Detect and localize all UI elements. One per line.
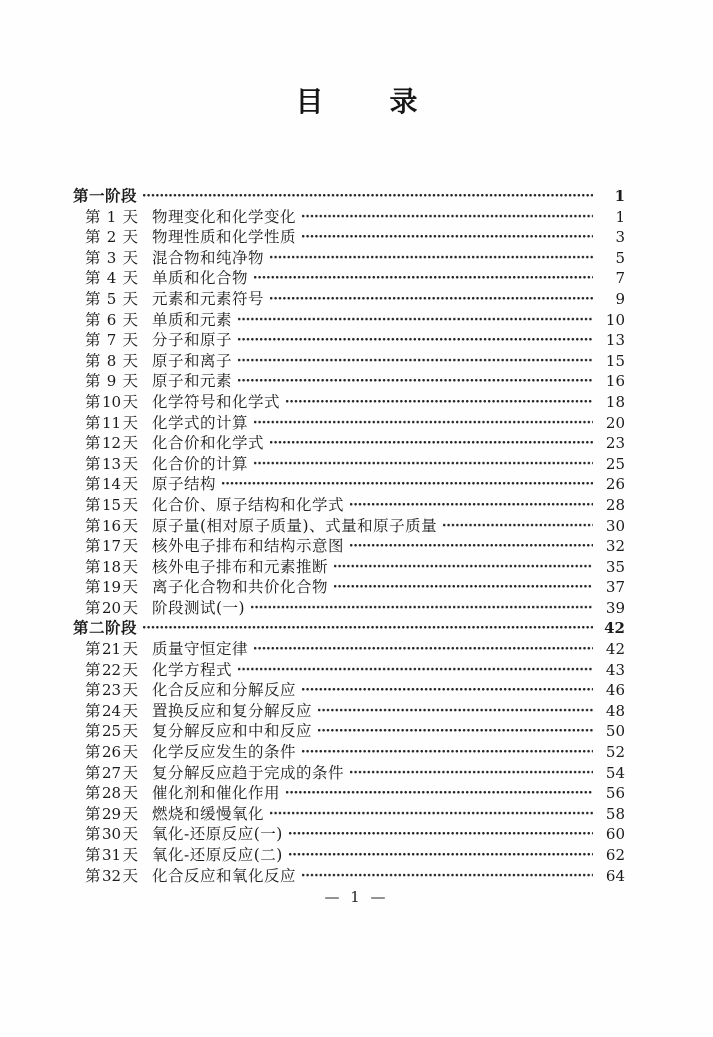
day-suffix: 天	[122, 413, 138, 432]
toc-day-row	[73, 721, 625, 742]
toc-item-title: 氧化-还原反应(二)	[152, 846, 283, 864]
day-prefix: 第	[85, 248, 101, 267]
dot-leader	[349, 536, 593, 557]
toc-item-title: 化学方程式	[152, 660, 233, 679]
toc-day-row	[73, 701, 625, 722]
toc-item-title: 燃烧和缓慢氧化	[152, 804, 265, 823]
day-prefix: 第	[85, 640, 101, 659]
toc-day-row	[73, 845, 625, 866]
day-suffix: 天	[122, 207, 138, 226]
toc-page-number: 16	[605, 372, 625, 391]
day-suffix: 天	[122, 516, 138, 535]
toc-page-number: 18	[605, 392, 625, 411]
toc-item-title: 离子化合物和共价化合物	[152, 578, 329, 597]
toc-page-number: 26	[605, 475, 625, 494]
toc-day-label	[85, 845, 138, 866]
dot-leader	[349, 763, 593, 784]
toc-page-number: 37	[605, 578, 625, 597]
toc-item-title: 质量守恒定律	[152, 640, 249, 659]
day-prefix: 第	[85, 701, 101, 720]
day-number: 16	[101, 516, 122, 535]
toc-page-number: 3	[615, 228, 625, 247]
toc-page-number: 42	[605, 640, 625, 659]
toc-list	[73, 186, 625, 886]
toc-section-title: 第一阶段	[73, 186, 138, 205]
toc-page-number: 60	[605, 825, 625, 844]
day-number: 24	[101, 701, 122, 720]
toc-day-row	[73, 392, 625, 413]
toc-day-row	[73, 660, 625, 681]
day-number: 23	[101, 681, 122, 700]
dot-leader	[237, 330, 593, 351]
toc-page-number: 62	[605, 846, 625, 864]
page-title	[0, 80, 713, 120]
dot-leader	[301, 742, 593, 763]
toc-page-number: 25	[605, 454, 625, 473]
dot-leader	[269, 804, 593, 825]
dot-leader	[301, 207, 593, 228]
toc-item-title: 化合反应和分解反应	[152, 681, 297, 700]
toc-day-label	[85, 268, 138, 289]
toc-item-title: 物理变化和化学变化	[152, 207, 297, 226]
toc-page-number: 30	[605, 516, 625, 535]
toc-day-row	[73, 227, 625, 248]
day-suffix: 天	[122, 310, 138, 329]
dot-leader	[250, 598, 593, 619]
toc-day-row	[73, 248, 625, 269]
day-suffix: 天	[122, 454, 138, 473]
day-suffix: 天	[122, 804, 138, 823]
day-number: 8	[106, 351, 117, 370]
day-suffix: 天	[122, 372, 138, 391]
toc-day-row	[73, 783, 625, 804]
day-prefix: 第	[85, 516, 101, 535]
dot-leader	[253, 413, 593, 434]
toc-section-row	[73, 618, 625, 639]
day-number: 2	[106, 228, 117, 247]
day-suffix: 天	[122, 289, 138, 308]
toc-day-label	[85, 577, 138, 598]
toc-day-row	[73, 289, 625, 310]
toc-day-label	[85, 474, 138, 495]
page-title-char-left: 目	[295, 85, 324, 118]
day-suffix: 天	[122, 743, 138, 762]
day-number: 6	[106, 310, 117, 329]
page-number-footer	[0, 888, 713, 906]
day-number: 28	[101, 784, 122, 803]
toc-day-label	[85, 721, 138, 742]
day-number: 18	[101, 557, 122, 576]
dot-leader	[237, 371, 593, 392]
page-title-char-right: 录	[389, 85, 418, 118]
toc-item-title: 原子结构	[152, 475, 217, 494]
day-prefix: 第	[85, 269, 101, 288]
day-suffix: 天	[122, 578, 138, 597]
toc-day-label	[85, 495, 138, 516]
toc-day-row	[73, 824, 625, 845]
day-suffix: 天	[122, 640, 138, 659]
toc-day-label	[85, 330, 138, 351]
toc-page-number: 35	[605, 557, 625, 576]
toc-item-title: 元素和元素符号	[152, 289, 265, 308]
toc-item-title: 原子和元素	[152, 372, 233, 391]
toc-day-row	[73, 536, 625, 557]
dot-leader	[301, 866, 593, 887]
toc-day-label	[85, 227, 138, 248]
dot-leader	[237, 351, 593, 372]
day-suffix: 天	[122, 784, 138, 803]
toc-day-label	[85, 680, 138, 701]
day-number: 4	[106, 269, 117, 288]
dot-leader	[285, 783, 593, 804]
day-prefix: 第	[85, 743, 101, 762]
day-number: 11	[101, 413, 122, 432]
toc-item-title: 化合价和化学式	[152, 434, 265, 453]
toc-day-row	[73, 351, 625, 372]
day-number: 13	[101, 454, 122, 473]
day-number: 31	[101, 846, 122, 864]
day-number: 22	[101, 660, 122, 679]
dot-leader	[301, 227, 593, 248]
toc-day-label	[85, 763, 138, 784]
day-number: 30	[101, 825, 122, 844]
toc-item-title: 混合物和纯净物	[152, 248, 265, 267]
day-suffix: 天	[122, 722, 138, 741]
toc-day-label	[85, 289, 138, 310]
day-prefix: 第	[85, 660, 101, 679]
dot-leader	[253, 639, 593, 660]
day-number: 29	[101, 804, 122, 823]
toc-item-title: 核外电子排布和元素推断	[152, 557, 329, 576]
day-number: 1	[106, 207, 117, 226]
toc-item-title: 化合价的计算	[152, 454, 249, 473]
toc-day-row	[73, 310, 625, 331]
day-prefix: 第	[85, 392, 101, 411]
day-number: 17	[101, 537, 122, 556]
toc-page-number: 28	[605, 495, 625, 514]
toc-day-label	[85, 433, 138, 454]
toc-item-title: 催化剂和催化作用	[152, 784, 281, 803]
day-suffix: 天	[122, 866, 138, 885]
day-suffix: 天	[122, 537, 138, 556]
toc-page-number: 46	[605, 681, 625, 700]
dot-leader	[142, 618, 593, 639]
day-suffix: 天	[122, 248, 138, 267]
day-number: 5	[106, 289, 117, 308]
day-number: 19	[101, 578, 122, 597]
dot-leader	[269, 433, 593, 454]
day-number: 27	[101, 763, 122, 782]
day-prefix: 第	[85, 598, 101, 617]
toc-item-title: 复分解反应趋于完成的条件	[152, 763, 345, 782]
dot-leader	[237, 660, 593, 681]
toc-day-label	[85, 783, 138, 804]
toc-day-label	[85, 310, 138, 331]
dot-leader	[333, 577, 593, 598]
toc-day-label	[85, 824, 138, 845]
day-number: 7	[106, 331, 117, 350]
day-suffix: 天	[122, 351, 138, 370]
toc-day-label	[85, 557, 138, 578]
day-suffix: 天	[122, 434, 138, 453]
day-prefix: 第	[85, 495, 101, 514]
toc-item-title: 分子和原子	[152, 331, 233, 350]
dot-leader	[269, 289, 593, 310]
toc-page-number: 50	[605, 722, 625, 741]
toc-day-label	[85, 454, 138, 475]
toc-page-number: 32	[605, 537, 625, 556]
toc-day-label	[85, 516, 138, 537]
toc-day-label	[85, 660, 138, 681]
day-prefix: 第	[85, 372, 101, 391]
day-prefix: 第	[85, 475, 101, 494]
toc-day-row	[73, 680, 625, 701]
toc-item-title: 化学式的计算	[152, 413, 249, 432]
toc-day-row	[73, 433, 625, 454]
day-prefix: 第	[85, 722, 101, 741]
toc-day-row	[73, 577, 625, 598]
day-prefix: 第	[85, 763, 101, 782]
day-suffix: 天	[122, 598, 138, 617]
day-number: 14	[101, 475, 122, 494]
day-prefix: 第	[85, 434, 101, 453]
dot-leader	[288, 845, 593, 866]
toc-day-row	[73, 371, 625, 392]
day-prefix: 第	[85, 413, 101, 432]
day-number: 3	[106, 248, 117, 267]
toc-section-row	[73, 186, 625, 207]
day-prefix: 第	[85, 454, 101, 473]
toc-day-row	[73, 763, 625, 784]
day-number: 26	[101, 743, 122, 762]
day-suffix: 天	[122, 269, 138, 288]
toc-day-label	[85, 701, 138, 722]
toc-day-label	[85, 866, 138, 887]
day-suffix: 天	[122, 228, 138, 247]
day-prefix: 第	[85, 289, 101, 308]
toc-day-row	[73, 742, 625, 763]
day-suffix: 天	[122, 660, 138, 679]
toc-section-title: 第二阶段	[73, 618, 138, 638]
toc-day-row	[73, 804, 625, 825]
dot-leader	[333, 557, 593, 578]
day-suffix: 天	[122, 825, 138, 844]
toc-item-title: 复分解反应和中和反应	[152, 722, 313, 741]
dot-leader	[288, 824, 593, 845]
toc-page-number: 13	[605, 331, 625, 350]
toc-page-number: 54	[605, 763, 625, 782]
toc-page-number: 39	[605, 598, 625, 617]
toc-page-number: 1	[615, 207, 625, 226]
day-prefix: 第	[85, 784, 101, 803]
toc-day-row	[73, 516, 625, 537]
toc-day-row	[73, 207, 625, 228]
toc-day-label	[85, 413, 138, 434]
dot-leader	[442, 516, 593, 537]
toc-item-title: 核外电子排布和结构示意图	[152, 537, 345, 556]
toc-day-row	[73, 454, 625, 475]
toc-page-number: 42	[604, 619, 625, 638]
toc-item-title: 单质和元素	[152, 310, 233, 329]
day-suffix: 天	[122, 763, 138, 782]
toc-page-number: 64	[605, 866, 625, 885]
toc-day-row	[73, 474, 625, 495]
toc-day-row	[73, 330, 625, 351]
toc-page-number: 1	[614, 187, 625, 205]
day-suffix: 天	[122, 475, 138, 494]
dot-leader	[317, 701, 593, 722]
day-prefix: 第	[85, 228, 101, 247]
day-number: 20	[101, 598, 122, 617]
day-prefix: 第	[85, 351, 101, 370]
dot-leader	[253, 454, 593, 475]
dot-leader	[285, 392, 593, 413]
day-number: 9	[106, 372, 117, 391]
day-prefix: 第	[85, 866, 101, 885]
dot-leader	[269, 248, 593, 269]
toc-item-title: 置换反应和复分解反应	[152, 701, 313, 720]
day-suffix: 天	[122, 557, 138, 576]
dot-leader	[221, 474, 593, 495]
toc-item-title: 氧化-还原反应(一)	[152, 825, 283, 844]
day-prefix: 第	[85, 804, 101, 823]
toc-day-row	[73, 268, 625, 289]
toc-item-title: 化学符号和化学式	[152, 392, 281, 411]
toc-item-title: 原子和离子	[152, 351, 233, 370]
toc-day-row	[73, 413, 625, 434]
toc-page-number: 58	[605, 804, 625, 823]
day-number: 32	[101, 866, 122, 885]
day-suffix: 天	[122, 331, 138, 350]
toc-day-row	[73, 639, 625, 660]
toc-day-label	[85, 598, 138, 619]
day-prefix: 第	[85, 557, 101, 576]
day-suffix: 天	[122, 846, 138, 864]
toc-day-label	[85, 371, 138, 392]
toc-item-title: 化合反应和氧化反应	[152, 866, 297, 885]
day-prefix: 第	[85, 578, 101, 597]
day-prefix: 第	[85, 825, 101, 844]
dot-leader	[237, 310, 593, 331]
toc-page-number: 9	[615, 289, 625, 308]
day-number: 10	[101, 392, 122, 411]
toc-page-number: 43	[605, 660, 625, 679]
toc-day-label	[85, 536, 138, 557]
toc-day-label	[85, 248, 138, 269]
dot-leader	[349, 495, 593, 516]
toc-item-title: 物理性质和化学性质	[152, 228, 297, 247]
toc-day-label	[85, 392, 138, 413]
day-number: 12	[101, 434, 122, 453]
day-suffix: 天	[122, 392, 138, 411]
toc-day-row	[73, 866, 625, 887]
day-prefix: 第	[85, 846, 101, 864]
toc-page-number: 52	[605, 743, 625, 762]
dot-leader	[253, 268, 593, 289]
toc-page-number: 20	[605, 413, 625, 432]
dot-leader	[142, 186, 593, 207]
day-prefix: 第	[85, 310, 101, 329]
day-number: 21	[101, 640, 122, 659]
toc-day-row	[73, 495, 625, 516]
toc-day-row	[73, 598, 625, 619]
toc-page-number: 15	[605, 351, 625, 370]
day-suffix: 天	[122, 495, 138, 514]
toc-page-number: 5	[615, 248, 625, 267]
day-prefix: 第	[85, 681, 101, 700]
toc-day-label	[85, 351, 138, 372]
toc-page-number: 7	[615, 269, 625, 288]
toc-day-label	[85, 207, 138, 228]
toc-item-title: 原子量(相对原子质量)、式量和原子质量	[152, 516, 438, 535]
toc-page-number: 23	[605, 434, 625, 453]
day-suffix: 天	[122, 701, 138, 720]
day-prefix: 第	[85, 331, 101, 350]
footer-page-number: — 1 —	[324, 888, 389, 906]
day-prefix: 第	[85, 537, 101, 556]
toc-day-label	[85, 742, 138, 763]
day-number: 25	[101, 722, 122, 741]
toc-page-number: 56	[605, 784, 625, 803]
toc-page-number: 10	[605, 310, 625, 329]
toc-item-title: 化学反应发生的条件	[152, 743, 297, 762]
day-suffix: 天	[122, 681, 138, 700]
toc-item-title: 化合价、原子结构和化学式	[152, 495, 345, 514]
dot-leader	[301, 680, 593, 701]
day-number: 15	[101, 495, 122, 514]
toc-item-title: 阶段测试(一)	[152, 598, 246, 617]
toc-page-number: 48	[605, 701, 625, 720]
toc-day-label	[85, 639, 138, 660]
dot-leader	[317, 721, 593, 742]
toc-day-label	[85, 804, 138, 825]
day-prefix: 第	[85, 207, 101, 226]
toc-day-row	[73, 557, 625, 578]
toc-item-title: 单质和化合物	[152, 269, 249, 288]
